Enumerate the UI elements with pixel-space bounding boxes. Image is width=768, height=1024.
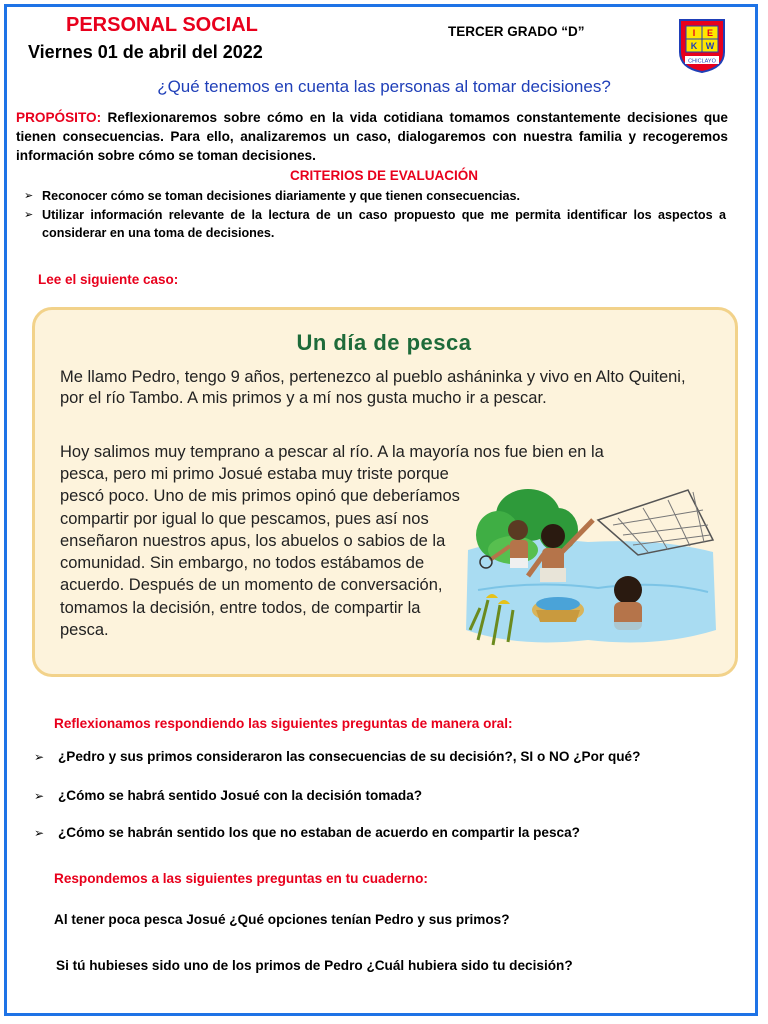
oral-question [34, 825, 580, 840]
criteria-item [24, 187, 726, 205]
oral-reflection-title: Reflexionamos respondiendo las siguientes preguntas de manera oral: [54, 716, 513, 731]
oral-question-text: ¿Pedro y sus primos consideraron las consecuencias de su decisión?, SI o NO ¿Por qué? [58, 749, 641, 764]
arrow-bullet-icon: ➢ [34, 826, 45, 840]
purpose-label: PROPÓSITO: [16, 110, 102, 125]
arrow-bullet-icon: ➢ [24, 209, 34, 221]
logo-letter-1: I [692, 28, 696, 38]
logo-letter-3: K [690, 41, 698, 51]
arrow-bullet-icon: ➢ [24, 190, 34, 202]
logo-letter-2: E [706, 28, 714, 38]
grade-label: TERCER GRADO “D” [448, 24, 585, 39]
subject-title: PERSONAL SOCIAL [66, 14, 258, 36]
story-paragraph-2-lead: Hoy salimos muy temprano a pescar al río. A la mayoría nos fue bien en la [60, 443, 604, 461]
purpose-paragraph [16, 108, 728, 165]
criteria-item [24, 206, 726, 242]
purpose-text: Reflexionaremos sobre cómo en la vida cotidiana tomamos constantemente decisiones que tienen consecuencias. Para ello, analizaremos un caso, dialogaremos con nuestra familia y recogeremos información sobre cómo se toman decisiones. [16, 110, 728, 163]
notebook-question: Si tú hubieses sido uno de los primos de Pedro ¿Cuál hubiera sido tu decisión? [56, 958, 573, 973]
oral-question-text: ¿Cómo se habrán sentido los que no estaban de acuerdo en compartir la pesca? [58, 825, 580, 840]
arrow-bullet-icon: ➢ [34, 789, 45, 803]
fishing-illustration [458, 480, 723, 652]
arrow-bullet-icon: ➢ [34, 750, 45, 764]
notebook-title: Respondemos a las siguientes preguntas en tu cuaderno: [54, 871, 428, 886]
story-paragraph-1: Me llamo Pedro, tengo 9 años, pertenezco al pueblo asháninka y vivo en Alto Quiteni, por el río Tambo. A mis primos y a mí nos gusta mucho ir a pescar. [60, 368, 686, 407]
logo-letter-4: W [705, 41, 715, 51]
read-prompt: Lee el siguiente caso: [38, 272, 179, 287]
main-question: ¿Qué tenemos en cuenta las personas al tomar decisiones? [157, 77, 611, 96]
class-date: Viernes 01 de abril del 2022 [28, 42, 263, 62]
criteria-item-text: Utilizar información relevante de la lectura de un caso propuesto que me permita identificar los aspectos a considerar en una toma de decisiones. [42, 208, 726, 240]
oral-question [34, 749, 640, 764]
criteria-item-text: Reconocer cómo se toman decisiones diariamente y que tienen consecuencias. [42, 189, 521, 203]
notebook-question: Al tener poca pesca Josué ¿Qué opciones tenían Pedro y sus primos? [54, 912, 510, 927]
oral-question [34, 788, 422, 803]
story-paragraph-2-rest: pesca, pero mi primo Josué estaba muy triste porque pescó poco. Uno de mis primos opinó que deberíamos compartir por igual lo que pescamos, pues así nos enseñaron nuestros apus, los abuelos o sabios de la comunidad. Sin embargo, no todos estábamos de acuerdo. Después de un momento de conversación, tomamos la decisión, entre todos, de compartir la pesca. [60, 465, 460, 640]
logo-caption: CHICLAYO [688, 58, 716, 65]
school-logo [676, 16, 728, 74]
criteria-title: CRITERIOS DE EVALUACIÓN [289, 168, 478, 183]
oral-question-text: ¿Cómo se habrá sentido Josué con la decisión tomada? [58, 788, 423, 803]
story-title: Un día de pesca [296, 330, 472, 355]
